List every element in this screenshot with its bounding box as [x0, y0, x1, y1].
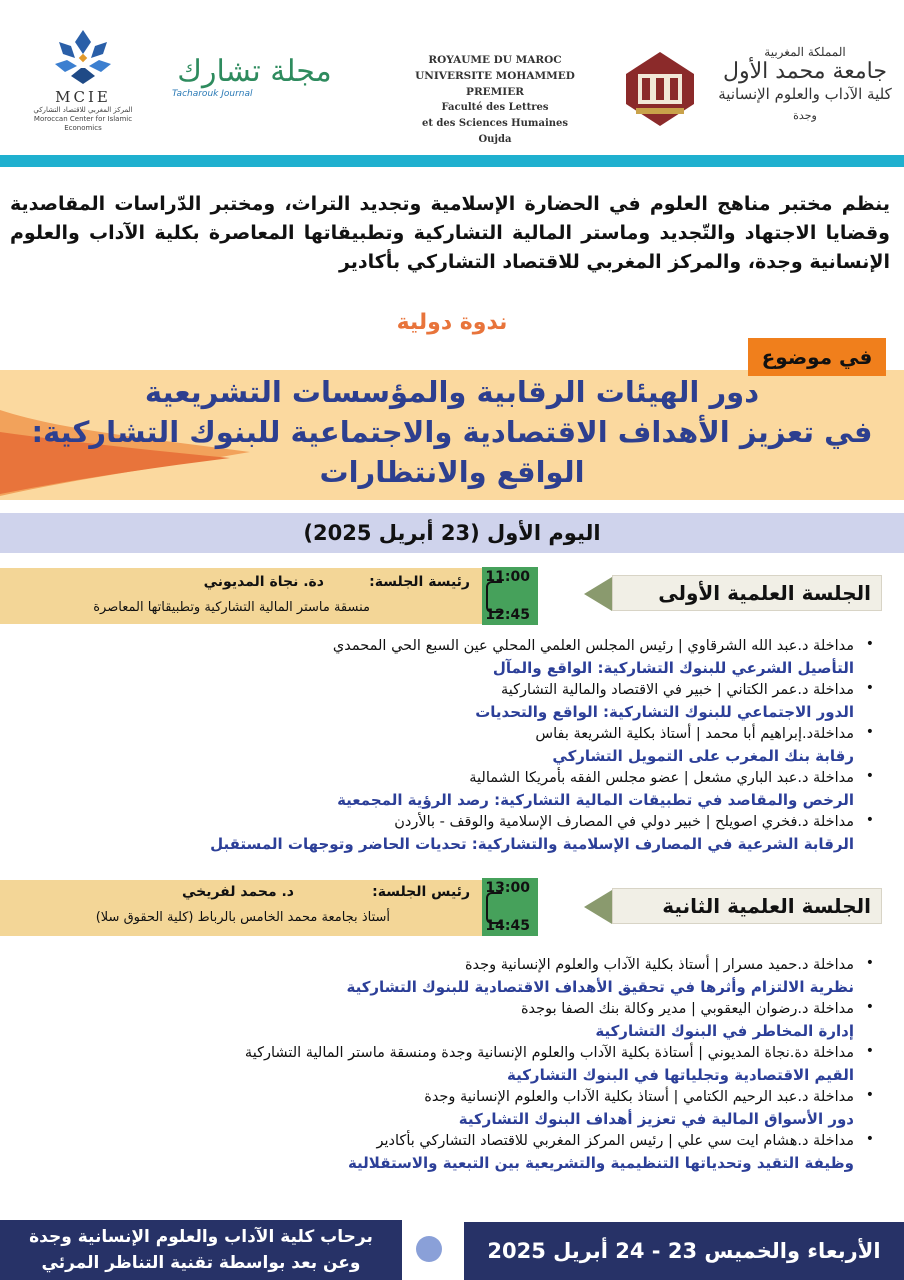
tacharouk-logo [162, 55, 347, 99]
arabic-faculty-line-2: جامعة محمد الأول [722, 59, 887, 84]
tacharouk-english-name: Tacharouk Journal [172, 89, 253, 99]
mcie-logo [28, 28, 138, 133]
university-name-block [395, 52, 595, 148]
list-item [36, 768, 876, 812]
talk-speaker: مداخلة د.رضوان اليعقوبي | مدير وكالة بنك الصفا بوجدة [520, 1001, 854, 1017]
footer-dot-icon [416, 1236, 442, 1262]
footer-venue-line-2: وعن بعد بواسطة تقنية التناظر المرئي [41, 1253, 361, 1273]
footer-venue [0, 1220, 402, 1280]
talk-title: إدارة المخاطر في البنوك التشاركية [595, 1022, 854, 1040]
univ-line-1: ROYAUME DU MAROC [428, 54, 562, 66]
seminar-title [0, 372, 904, 492]
talk-speaker: مداخلة د.هشام ايت سي علي | رئيس المركز المغربي للاقتصاد التشاركي بأكادير [376, 1133, 854, 1149]
arabic-faculty-logo [715, 45, 895, 122]
session-2-start-time: 13:00 [485, 880, 530, 896]
footer-dates: الأربعاء والخميس 23 - 24 أبريل 2025 [464, 1222, 904, 1280]
arabic-faculty-line-4: وجدة [793, 109, 817, 122]
list-item [36, 636, 876, 680]
arabic-faculty-line-1: المملكة المغربية [764, 45, 846, 59]
mcie-english-name: Moroccan Center for Islamic Economics [33, 115, 133, 132]
arabic-faculty-line-3: كلية الآداب والعلوم الإنسانية [718, 85, 892, 103]
session-1-talks [36, 636, 876, 856]
header-accent-bar [0, 155, 904, 167]
session-1-time-box [482, 567, 538, 625]
talk-speaker: مداخلة د.عمر الكتاني | خبير في الاقتصاد والمالية التشاركية [500, 682, 854, 698]
session-2-end-time: 14:45 [485, 918, 530, 934]
list-item [36, 812, 876, 856]
organizers-intro: ينظم مختبر مناهج العلوم في الحضارة الإسلامية وتجديد التراث، ومختبر الدّراسات المقاصدية وقضايا الاجتهاد والتّجديد وماستر المالية التشاركية وتطبيقاتها المعاصرة بكلية الآداب والعلوم الإنسانية وجدة، والمركز المغربي للاقتصاد التشاركي بأكادير [10, 193, 890, 273]
topic-badge: في موضوع [748, 338, 886, 376]
talk-speaker: مداخلة د.حميد مسرار | أستاذ بكلية الآداب والعلوم الإنسانية وجدة [464, 957, 854, 973]
bullet-icon: • [865, 812, 874, 828]
bullet-icon: • [865, 1043, 874, 1059]
list-item [36, 1087, 876, 1131]
univ-line-2: UNIVERSITE MOHAMMED PREMIER [415, 70, 575, 98]
talk-title: دور الأسواق المالية في تعزيز أهداف البنوك التشاركية [458, 1110, 854, 1128]
univ-line-5: Oujda [478, 134, 512, 145]
talk-title: رقابة بنك المغرب على التمويل التشاركي [552, 747, 854, 765]
session-1-time-arrow-icon [486, 581, 502, 613]
seminar-title-line-1: دور الهيئات الرقابية والمؤسسات التشريعية [144, 375, 760, 409]
tacharouk-arabic-name: مجلة تشارك [177, 54, 332, 89]
list-item [36, 724, 876, 768]
univ-line-4: et des Sciences Humaines [421, 118, 569, 129]
bullet-icon: • [865, 724, 874, 740]
session-1-title: الجلسة العلمية الأولى [612, 575, 882, 611]
talk-title: الدور الاجتماعي للبنوك التشاركية: الواقع والتحديات [475, 703, 854, 721]
talk-title: نظرية الالتزام وأثرها في تحقيق الأهداف الاقتصادية للبنوك التشاركية [346, 978, 854, 996]
session-1-chair-label: رئيسة الجلسة: [369, 574, 470, 590]
bullet-icon: • [865, 1131, 874, 1147]
list-item [36, 1131, 876, 1175]
talk-title: التأصيل الشرعي للبنوك التشاركية: الواقع والمآل [492, 659, 854, 677]
list-item [36, 955, 876, 999]
session-1-chair-role: منسقة ماستر المالية التشاركية وتطبيقاتها المعاصرة [93, 600, 370, 615]
bullet-icon: • [865, 680, 874, 696]
talk-speaker: مداخلة دة.نجاة المديوني | أستاذة بكلية الآداب والعلوم الإنسانية وجدة ومنسقة ماستر المالية التشاركية [244, 1045, 854, 1061]
session-2-title: الجلسة العلمية الثانية [612, 888, 882, 924]
session-2-talks [36, 955, 876, 1175]
session-1-end-time: 12:45 [485, 607, 530, 623]
talk-speaker: مداخلةد.إبراهيم أبا محمد | أستاذ بكلية الشريعة بفاس [535, 726, 854, 742]
mcie-acronym: MCIE [55, 88, 111, 106]
talk-title: وظيفة التقيد وتحدياتها التنظيمية والتشريعية بين التبعية والاستقلالية [347, 1154, 854, 1172]
mcie-emblem-icon [51, 28, 115, 86]
talk-title: الرخص والمقاصد في تطبيقات المالية التشاركية: رصد الرؤية المجمعية [337, 791, 854, 809]
talk-speaker: مداخلة د.عبد الباري مشعل | عضو مجلس الفقه بأمريكا الشمالية [469, 770, 854, 786]
session-1-start-time: 11:00 [485, 569, 530, 585]
seminar-title-line-3: الواقع والانتظارات [319, 455, 585, 489]
bullet-icon: • [865, 955, 874, 971]
session-2-title-notch [584, 890, 612, 924]
bullet-icon: • [865, 999, 874, 1015]
list-item [36, 680, 876, 724]
footer-venue-line-1: برحاب كلية الآداب والعلوم الإنسانية وجدة [29, 1227, 373, 1247]
header [0, 0, 904, 150]
bullet-icon: • [865, 636, 874, 652]
session-2-chair-name: د. محمد لفريخي [181, 884, 294, 900]
seminar-title-line-2: في تعزيز الأهداف الاقتصادية والاجتماعية للبنوك التشاركية: [31, 415, 873, 449]
session-2-time-box [482, 878, 538, 936]
talk-speaker: مداخلة د.عبد الله الشرقاوي | رئيس المجلس العلمي المحلي عين السبع الحي المحمدي [332, 638, 854, 654]
session-1-chair-name: دة. نجاة المديوني [203, 574, 324, 590]
session-2-chair-role: أستاذ بجامعة محمد الخامس بالرباط (كلية الحقوق سلا) [95, 910, 390, 925]
talk-speaker: مداخلة د.عبد الرحيم الكتامي | أستاذ بكلية الآداب والعلوم الإنسانية وجدة [424, 1089, 854, 1105]
list-item [36, 1043, 876, 1087]
session-2-chair-label: رئيس الجلسة: [372, 884, 470, 900]
bullet-icon: • [865, 1087, 874, 1103]
session-2-time-arrow-icon [486, 892, 502, 924]
day-label: اليوم الأول (23 أبريل 2025) [303, 521, 601, 545]
univ-line-3: Faculté des Lettres [441, 102, 549, 113]
list-item [36, 999, 876, 1043]
talk-title: الرقابة الشرعية في المصارف الإسلامية والتشاركية: تحديات الحاضر وتوجهات المستقبل [210, 835, 854, 853]
session-1-title-notch [584, 577, 612, 611]
seminar-label: ندوة دولية [396, 310, 508, 335]
faculty-crest-icon [620, 48, 700, 128]
mcie-arabic-name: المركز المغربي للاقتصاد التشاركي [33, 106, 133, 114]
bullet-icon: • [865, 768, 874, 784]
talk-speaker: مداخلة د.فخري اصويلح | خبير دولي في المصارف الإسلامية والوقف - بالأردن [394, 814, 854, 830]
talk-title: القيم الاقتصادية وتجلياتها في البنوك التشاركية [506, 1066, 854, 1084]
